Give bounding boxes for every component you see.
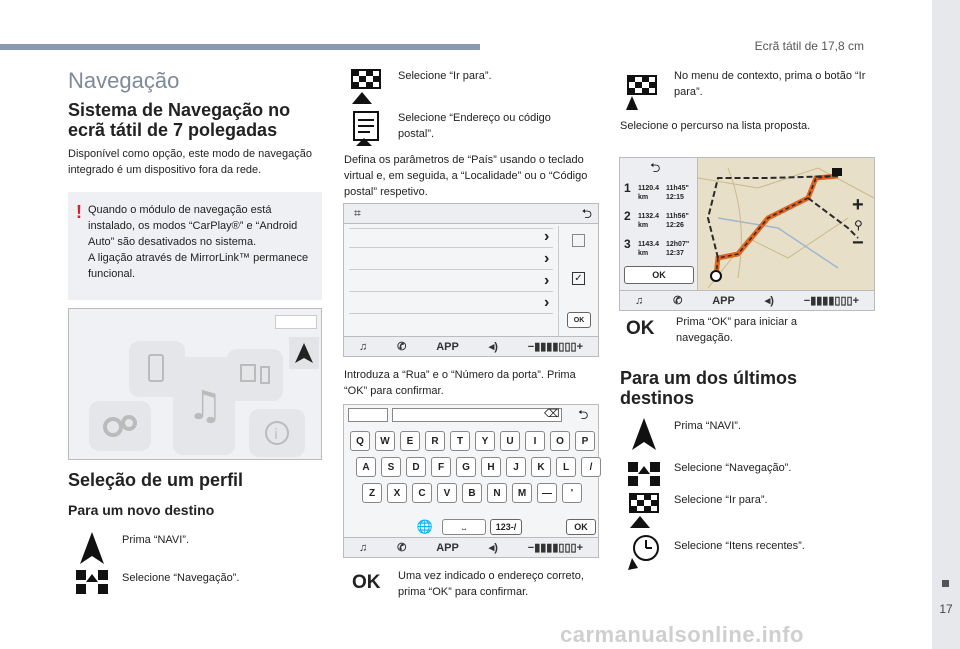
settings-tile[interactable]	[89, 401, 151, 451]
app-button[interactable]: APP	[436, 541, 459, 554]
watermark: carmanualsonline.info	[560, 622, 804, 647]
key[interactable]: E	[400, 431, 420, 451]
key[interactable]: A	[356, 457, 376, 477]
navigation-icon	[74, 566, 110, 602]
page-number: 17	[939, 602, 953, 616]
bottom-bar	[620, 290, 874, 310]
checkbox-checked[interactable]: ✓	[572, 272, 585, 285]
field-street[interactable]	[349, 272, 553, 292]
section-title: Ecrã tátil de 17,8 cm	[754, 39, 864, 53]
ok-confirm-text: Uma vez indicado o endereço correto, prima “OK” para confirmar.	[398, 570, 584, 598]
page-edge-strip	[932, 0, 960, 649]
keyboard-screen	[343, 404, 599, 558]
form-topbar	[344, 204, 598, 224]
navi-icon	[74, 530, 110, 566]
chevron-right-icon[interactable]: ›	[544, 294, 550, 311]
music-icon[interactable]: ♫	[358, 541, 368, 554]
key[interactable]: C	[412, 483, 432, 503]
connect-tile[interactable]	[227, 349, 283, 401]
checkered-flag-icon	[626, 490, 662, 526]
route-option[interactable]	[624, 234, 694, 262]
last-destinations-heading: Para um dos últimos destinos	[620, 368, 798, 408]
warning-icon: !	[76, 202, 82, 222]
step-navegacao-2: Selecione “Navegação”.	[674, 462, 792, 474]
key[interactable]: M	[512, 483, 532, 503]
select-route-text: Selecione o percurso na lista proposta.	[620, 120, 811, 132]
space-key[interactable]: ⎵	[442, 519, 486, 535]
key[interactable]: U	[500, 431, 520, 451]
recent-items-icon	[626, 532, 662, 568]
navi-icon	[626, 416, 662, 452]
globe-icon[interactable]: 🌐	[416, 519, 434, 534]
route-selection-screen	[619, 157, 875, 311]
chevron-right-icon[interactable]: ›	[544, 250, 550, 267]
ok-icon: OK	[626, 318, 655, 339]
route-option[interactable]	[624, 206, 694, 234]
info-tile[interactable]	[249, 409, 305, 457]
volume-icon[interactable]: ◂)	[488, 542, 498, 554]
route-number: 3	[624, 237, 631, 251]
pin-icon[interactable]: ⚲	[854, 218, 863, 232]
route-time: 11h45" 12:15	[666, 185, 689, 201]
zoom-in-icon[interactable]: +	[852, 194, 864, 216]
route-ok-button[interactable]: OK	[624, 266, 694, 284]
route-number: 1	[624, 181, 631, 195]
route-distance: 1143.4 km	[638, 241, 660, 257]
music-icon[interactable]: ♫	[634, 294, 644, 307]
form-side-panel	[558, 226, 598, 338]
field-city[interactable]	[349, 250, 553, 270]
country-field-small[interactable]	[348, 408, 388, 422]
volume-icon[interactable]: ◂)	[488, 341, 498, 353]
route-time: 12h07" 12:37	[666, 241, 690, 257]
phone-icon[interactable]: ✆	[673, 295, 683, 307]
warning-note	[68, 192, 322, 300]
backspace-icon[interactable]: ⌫	[544, 408, 560, 420]
navi-tile[interactable]	[289, 337, 319, 369]
zoom-out-icon[interactable]: −	[852, 232, 864, 254]
step-recentes: Selecione “Itens recentes”.	[674, 540, 805, 552]
back-icon[interactable]: ⮌	[650, 160, 661, 175]
svg-text:♫: ♫	[187, 383, 223, 429]
home-screen-image	[68, 308, 322, 460]
key[interactable]: W	[375, 431, 395, 451]
key[interactable]: —	[537, 483, 557, 503]
bottom-bar	[344, 336, 598, 356]
music-icon[interactable]: ♫	[358, 340, 368, 353]
ok-icon: OK	[352, 572, 381, 593]
step-ir-para: Selecione “Ir para”.	[398, 70, 492, 82]
step-ir-para-2: Selecione “Ir para”.	[674, 494, 768, 506]
key[interactable]: N	[487, 483, 507, 503]
checkered-flag-icon	[624, 72, 660, 108]
key[interactable]: R	[425, 431, 445, 451]
key[interactable]: X	[387, 483, 407, 503]
step-navi: Prima “NAVI”.	[122, 534, 190, 546]
key[interactable]: J	[506, 457, 526, 477]
key[interactable]: B	[462, 483, 482, 503]
step-navegacao: Selecione “Navegação”.	[122, 572, 240, 584]
media-tile[interactable]	[173, 357, 235, 455]
key[interactable]: Y	[475, 431, 495, 451]
street-number-text: Introduza a “Rua” e o “Número da porta”. Prima “OK” para confirmar.	[344, 369, 576, 397]
address-icon	[348, 110, 384, 146]
header-rule	[0, 44, 480, 50]
volume-slider[interactable]: −▮▮▮▮▯▯▯+	[527, 542, 584, 554]
key[interactable]: P	[575, 431, 595, 451]
mode-key[interactable]: 123-/	[490, 519, 522, 535]
route-number: 2	[624, 209, 631, 223]
section-heading: Sistema de Navegação no ecrã tátil de 7 polegadas	[68, 100, 291, 140]
field-country[interactable]	[349, 228, 553, 248]
note-text: Quando o módulo de navegação está instalado, os modos “CarPlay®” e “Android Auto” são desativados no sistema.	[88, 204, 298, 248]
chevron-right-icon[interactable]: ›	[544, 228, 550, 245]
back-icon[interactable]: ⮌	[581, 206, 592, 221]
bottom-bar	[344, 537, 598, 557]
key[interactable]: Q	[350, 431, 370, 451]
navigation-icon	[626, 458, 662, 494]
key[interactable]: /	[581, 457, 601, 477]
volume-slider[interactable]: −▮▮▮▮▯▯▯+	[803, 295, 860, 307]
key[interactable]: Z	[362, 483, 382, 503]
chevron-right-icon[interactable]: ›	[544, 272, 550, 289]
home-tab	[275, 315, 317, 329]
start-nav-text: Prima “OK” para iniciar a navegação.	[676, 316, 798, 344]
checkered-flag-icon	[348, 66, 384, 102]
key[interactable]: V	[437, 483, 457, 503]
route-distance: 1120.4 km	[638, 185, 660, 201]
key[interactable]: G	[456, 457, 476, 477]
checkbox-empty[interactable]	[572, 234, 585, 247]
keyboard-ok-button[interactable]: OK	[566, 519, 596, 535]
app-button[interactable]: APP	[712, 294, 735, 307]
volume-slider[interactable]: −▮▮▮▮▯▯▯+	[527, 341, 584, 353]
context-menu-text: No menu de contexto, prima o botão “Ir para”.	[674, 70, 866, 98]
new-destination-heading: Para um novo destino	[68, 502, 215, 518]
define-params-text: Defina os parâmetros de “País” usando o teclado virtual e, em seguida, a “Localidade” ou o “Código postal” respetivo.	[344, 154, 588, 198]
field-number[interactable]	[349, 294, 553, 314]
note-text-2: A ligação através de MirrorLink™ permanece funcional.	[88, 252, 309, 280]
route-list	[620, 158, 698, 292]
key[interactable]: T	[450, 431, 470, 451]
key[interactable]: S	[381, 457, 401, 477]
key[interactable]: '	[562, 483, 582, 503]
back-icon[interactable]: ⮌	[578, 407, 589, 422]
intro-text: Disponível como opção, este modo de navegação integrado é um dispositivo fora da rede.	[68, 148, 312, 176]
route-distance: 1132.4 km	[638, 213, 660, 229]
address-form-screen	[343, 203, 599, 357]
key[interactable]: K	[531, 457, 551, 477]
step-navi-2: Prima “NAVI”.	[674, 420, 742, 432]
route-time: 11h56" 12:26	[666, 213, 689, 229]
route-map[interactable]	[698, 158, 874, 292]
app-button[interactable]: APP	[436, 340, 459, 353]
key[interactable]: F	[431, 457, 451, 477]
page-title: Navegação	[68, 68, 180, 93]
volume-icon[interactable]: ◂)	[764, 295, 774, 307]
ok-button-small[interactable]: OK	[567, 312, 591, 328]
route-option[interactable]	[624, 178, 694, 206]
page-marker	[942, 580, 949, 587]
phone-icon[interactable]: ✆	[397, 341, 407, 353]
key[interactable]: I	[525, 431, 545, 451]
svg-text:i: i	[274, 427, 278, 443]
text-entry-field[interactable]	[392, 408, 562, 422]
step-endereco: Selecione “Endereço ou código postal”.	[398, 112, 551, 140]
phone-icon[interactable]: ✆	[397, 542, 407, 554]
key[interactable]: H	[481, 457, 501, 477]
map-icon: ⌗	[354, 206, 361, 220]
key[interactable]: L	[556, 457, 576, 477]
profile-heading: Seleção de um perfil	[68, 470, 244, 490]
key[interactable]: D	[406, 457, 426, 477]
key[interactable]: O	[550, 431, 570, 451]
